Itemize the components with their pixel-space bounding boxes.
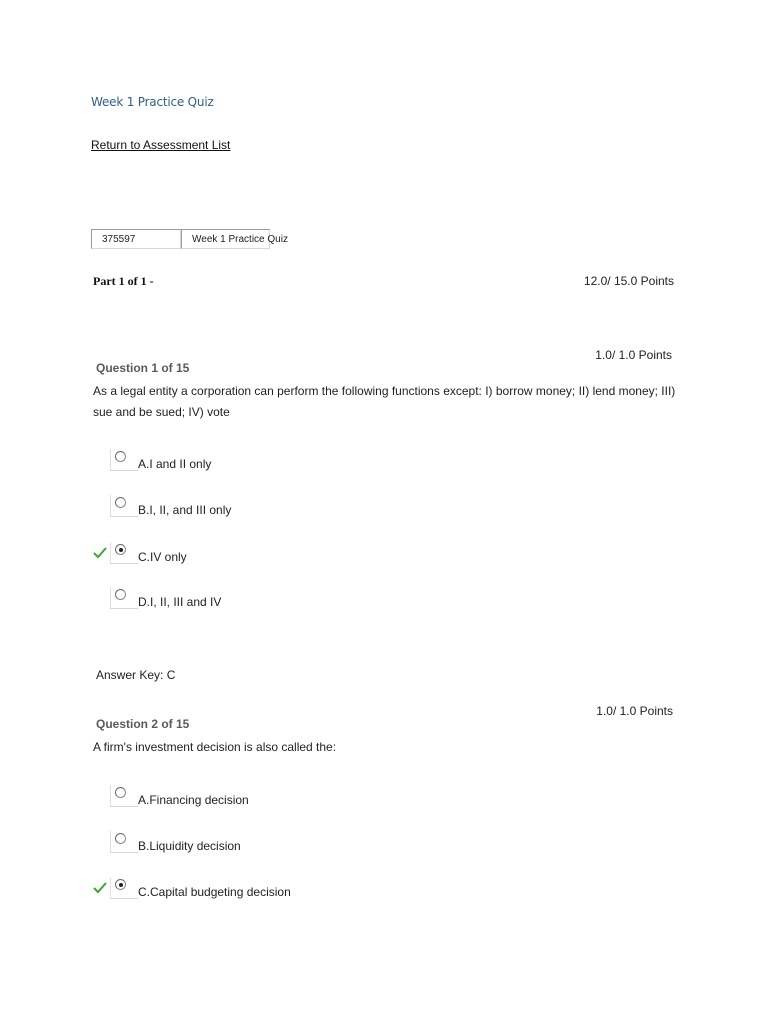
- radio-button-selected[interactable]: [115, 544, 126, 555]
- answer-option[interactable]: [110, 447, 211, 471]
- answer-option[interactable]: [110, 585, 221, 609]
- radio-button-selected[interactable]: [115, 879, 126, 890]
- question-points: 1.0/ 1.0 Points: [596, 704, 673, 718]
- answer-option[interactable]: [110, 829, 241, 853]
- radio-button[interactable]: [115, 589, 126, 600]
- option-label: A.Financing decision: [138, 793, 249, 807]
- option-label: C.IV only: [138, 550, 187, 564]
- part-label: Part 1 of 1 -: [93, 274, 154, 288]
- option-label: D.I, II, III and IV: [138, 595, 222, 609]
- assessment-id-field: 375597: [91, 229, 181, 249]
- radio-button[interactable]: [115, 787, 126, 798]
- answer-key: Answer Key: C: [96, 668, 176, 682]
- page-title: Week 1 Practice Quiz: [91, 95, 214, 109]
- option-label: B.Liquidity decision: [138, 839, 241, 853]
- answer-option[interactable]: [110, 493, 231, 517]
- option-label: C.Capital budgeting decision: [138, 885, 291, 899]
- option-label: B.I, II, and III only: [138, 503, 232, 517]
- radio-button[interactable]: [115, 497, 126, 508]
- answer-option[interactable]: [110, 540, 187, 564]
- answer-option[interactable]: [110, 783, 249, 807]
- question-text: As a legal entity a corporation can perform the following functions except: I) borrow money; II) lend money; III) sue and be sued; IV) vote: [93, 384, 676, 419]
- total-points: 12.0/ 15.0 Points: [583, 274, 674, 288]
- correct-check-icon: [93, 547, 107, 559]
- radio-button[interactable]: [115, 451, 126, 462]
- question-text: A firm's investment decision is also called the:: [93, 740, 337, 754]
- return-to-assessment-list-link[interactable]: Return to Assessment List: [91, 138, 231, 152]
- answer-option[interactable]: [110, 875, 291, 899]
- assessment-name-field: Week 1 Practice Quiz: [181, 229, 270, 249]
- correct-check-icon: [93, 882, 107, 894]
- question-header: Question 2 of 15: [96, 717, 190, 731]
- question-header: Question 1 of 15: [96, 361, 190, 375]
- option-label: A.I and II only: [138, 457, 212, 471]
- question-points: 1.0/ 1.0 Points: [595, 348, 672, 362]
- radio-button[interactable]: [115, 833, 126, 844]
